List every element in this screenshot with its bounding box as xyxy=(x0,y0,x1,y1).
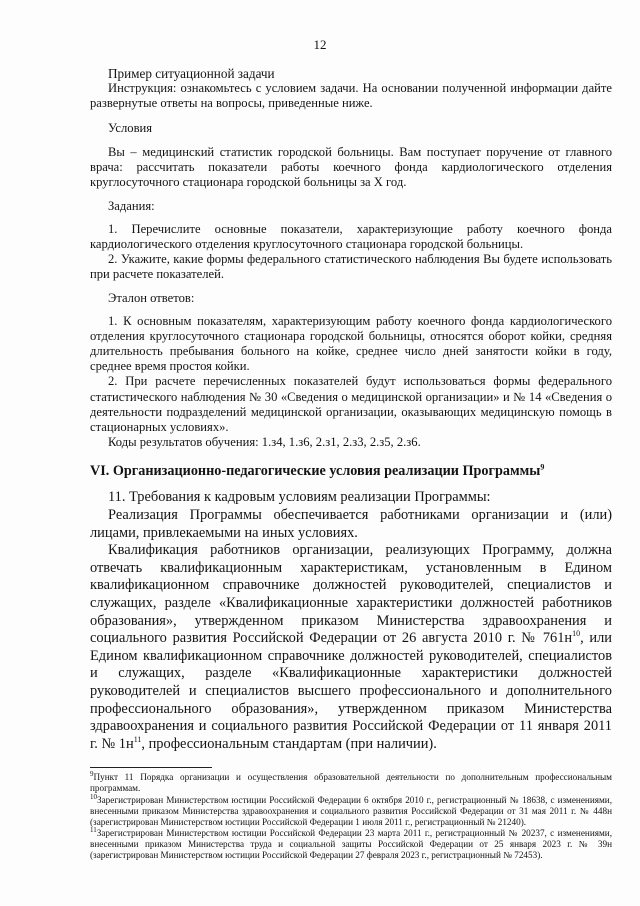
footnote-mark: 9 xyxy=(90,770,94,779)
footnote-mark: 11 xyxy=(90,825,97,834)
result-codes: Коды результатов обучения: 1.з4, 1.з6, 2.з1, 2.з3, 2.з5, 2.з6. xyxy=(108,435,421,450)
page-body xyxy=(90,66,612,861)
section-subheading: 11. Требования к кадровым условиям реализации Программы: xyxy=(108,489,491,506)
task-1: 1. Перечислите основные показатели, характеризующие работу коечного фонда кардиологического отделения круглосуточного стационара городской больницы. xyxy=(90,221,612,251)
qualification-text-a: Квалификация работников организации, реализующих Программу, должна отвечать квалификационным характеристикам, установленным в Едином квалификационном справочнике должностей руководителей, специалистов и служащих, разделе «Квалификационные характеристики должностей работников образования», утвержденном приказом Министерства здравоохранения и социального развития Российской Федерации от 26 августа 2010 г. № 761н xyxy=(90,542,612,647)
footnote-10 xyxy=(90,792,612,828)
footnote-ref-11: 11 xyxy=(133,734,142,744)
footnote-11 xyxy=(90,825,612,861)
qualification-text-b: , или Едином квалификационном справочнике должностей руководителей, специалистов и служащих, разделе «Квалификационные характеристики должностей руководителей и специалистов высшего профессионального и дополнительного профессионального образования», утвержденном приказом Министерства здравоохранения и социального развития Российской Федерации от 11 января 2011 г. № 1н xyxy=(90,630,612,752)
answer-2: 2. При расчете перечисленных показателей будут использоваться формы федерального статистического наблюдения № 30 «Сведения о медицинской организации» и № 14 «Сведения о деятельности подразделений медицинской организации, оказывающих медицинскую помощь в стационарных условиях». xyxy=(90,374,612,435)
answer-1: 1. К основным показателям, характеризующим работу коечного фонда кардиологического отделения круглосуточного стационара городской больницы, относятся оборот койки, средняя длительность пребывания больного на койке, среднее число дней занятости койки в году, среднее время простоя койки. xyxy=(90,313,612,374)
footnote-9 xyxy=(90,772,612,794)
section-heading xyxy=(90,463,612,480)
qualification-paragraph xyxy=(90,542,612,753)
footnote-text: Зарегистрирован Министерством юстиции Российской Федерации 6 октября 2010 г., регистрационный № 18638, с изменениями, внесенными приказом Министерства здравоохранения и социального развития Российской Федерации от 31 мая 2011 г. № 448н (зарегистрирован Министерством юстиции Российской Федерации 1 июля 2011 г., регистрационный № 21240). xyxy=(90,794,612,827)
footnote-ref-9: 9 xyxy=(540,462,545,472)
footnote-divider xyxy=(90,767,212,768)
conditions-text: Вы – медицинский статистик городской больницы. Вам поступает поручение от главного врача: рассчитать показатели работы коечного фонда кардиологического отделения круглосуточного стационара городской больницы за Х год. xyxy=(90,144,612,190)
staffing-paragraph: Реализация Программы обеспечивается работниками организации и (или) лицами, привлекаемыми на иных условиях. xyxy=(90,507,612,541)
footnote-text: Пункт 11 Порядка организации и осуществления образовательной деятельности по дополнительным профессиональным программам. xyxy=(90,772,612,794)
footnote-ref-10: 10 xyxy=(572,629,581,639)
section-heading-text: VI. Организационно-педагогические условия реализации Программы xyxy=(90,463,541,480)
tasks-label: Задания: xyxy=(108,199,155,214)
page-number: 12 xyxy=(313,37,327,52)
task-2: 2. Укажите, какие формы федерального статистического наблюдения Вы будете использовать при расчете показателей. xyxy=(90,252,612,282)
example-title: Пример ситуационной задачи xyxy=(108,66,275,81)
answers-label: Эталон ответов: xyxy=(108,291,195,306)
example-instruction: Инструкция: ознакомьтесь с условием задачи. На основании полученной информации дайте развернутые ответы на вопросы, приведенные ниже. xyxy=(90,81,612,111)
conditions-label: Условия xyxy=(108,120,153,135)
footnote-text: Зарегистрирован Министерством юстиции Российской Федерации 23 марта 2011 г., регистрационный № 20237, с изменениями, внесенными приказом Министерства труда и социальной защиты Российской Федерации от 25 января 2023 г. № 39н (зарегистрирован Министерством юстиции Российской Федерации 27 февраля 2023 г., регистрационный № 72453). xyxy=(90,827,612,861)
qualification-text-c: , профессиональным стандартам (при наличии). xyxy=(141,735,437,752)
footnote-mark: 10 xyxy=(90,792,97,801)
